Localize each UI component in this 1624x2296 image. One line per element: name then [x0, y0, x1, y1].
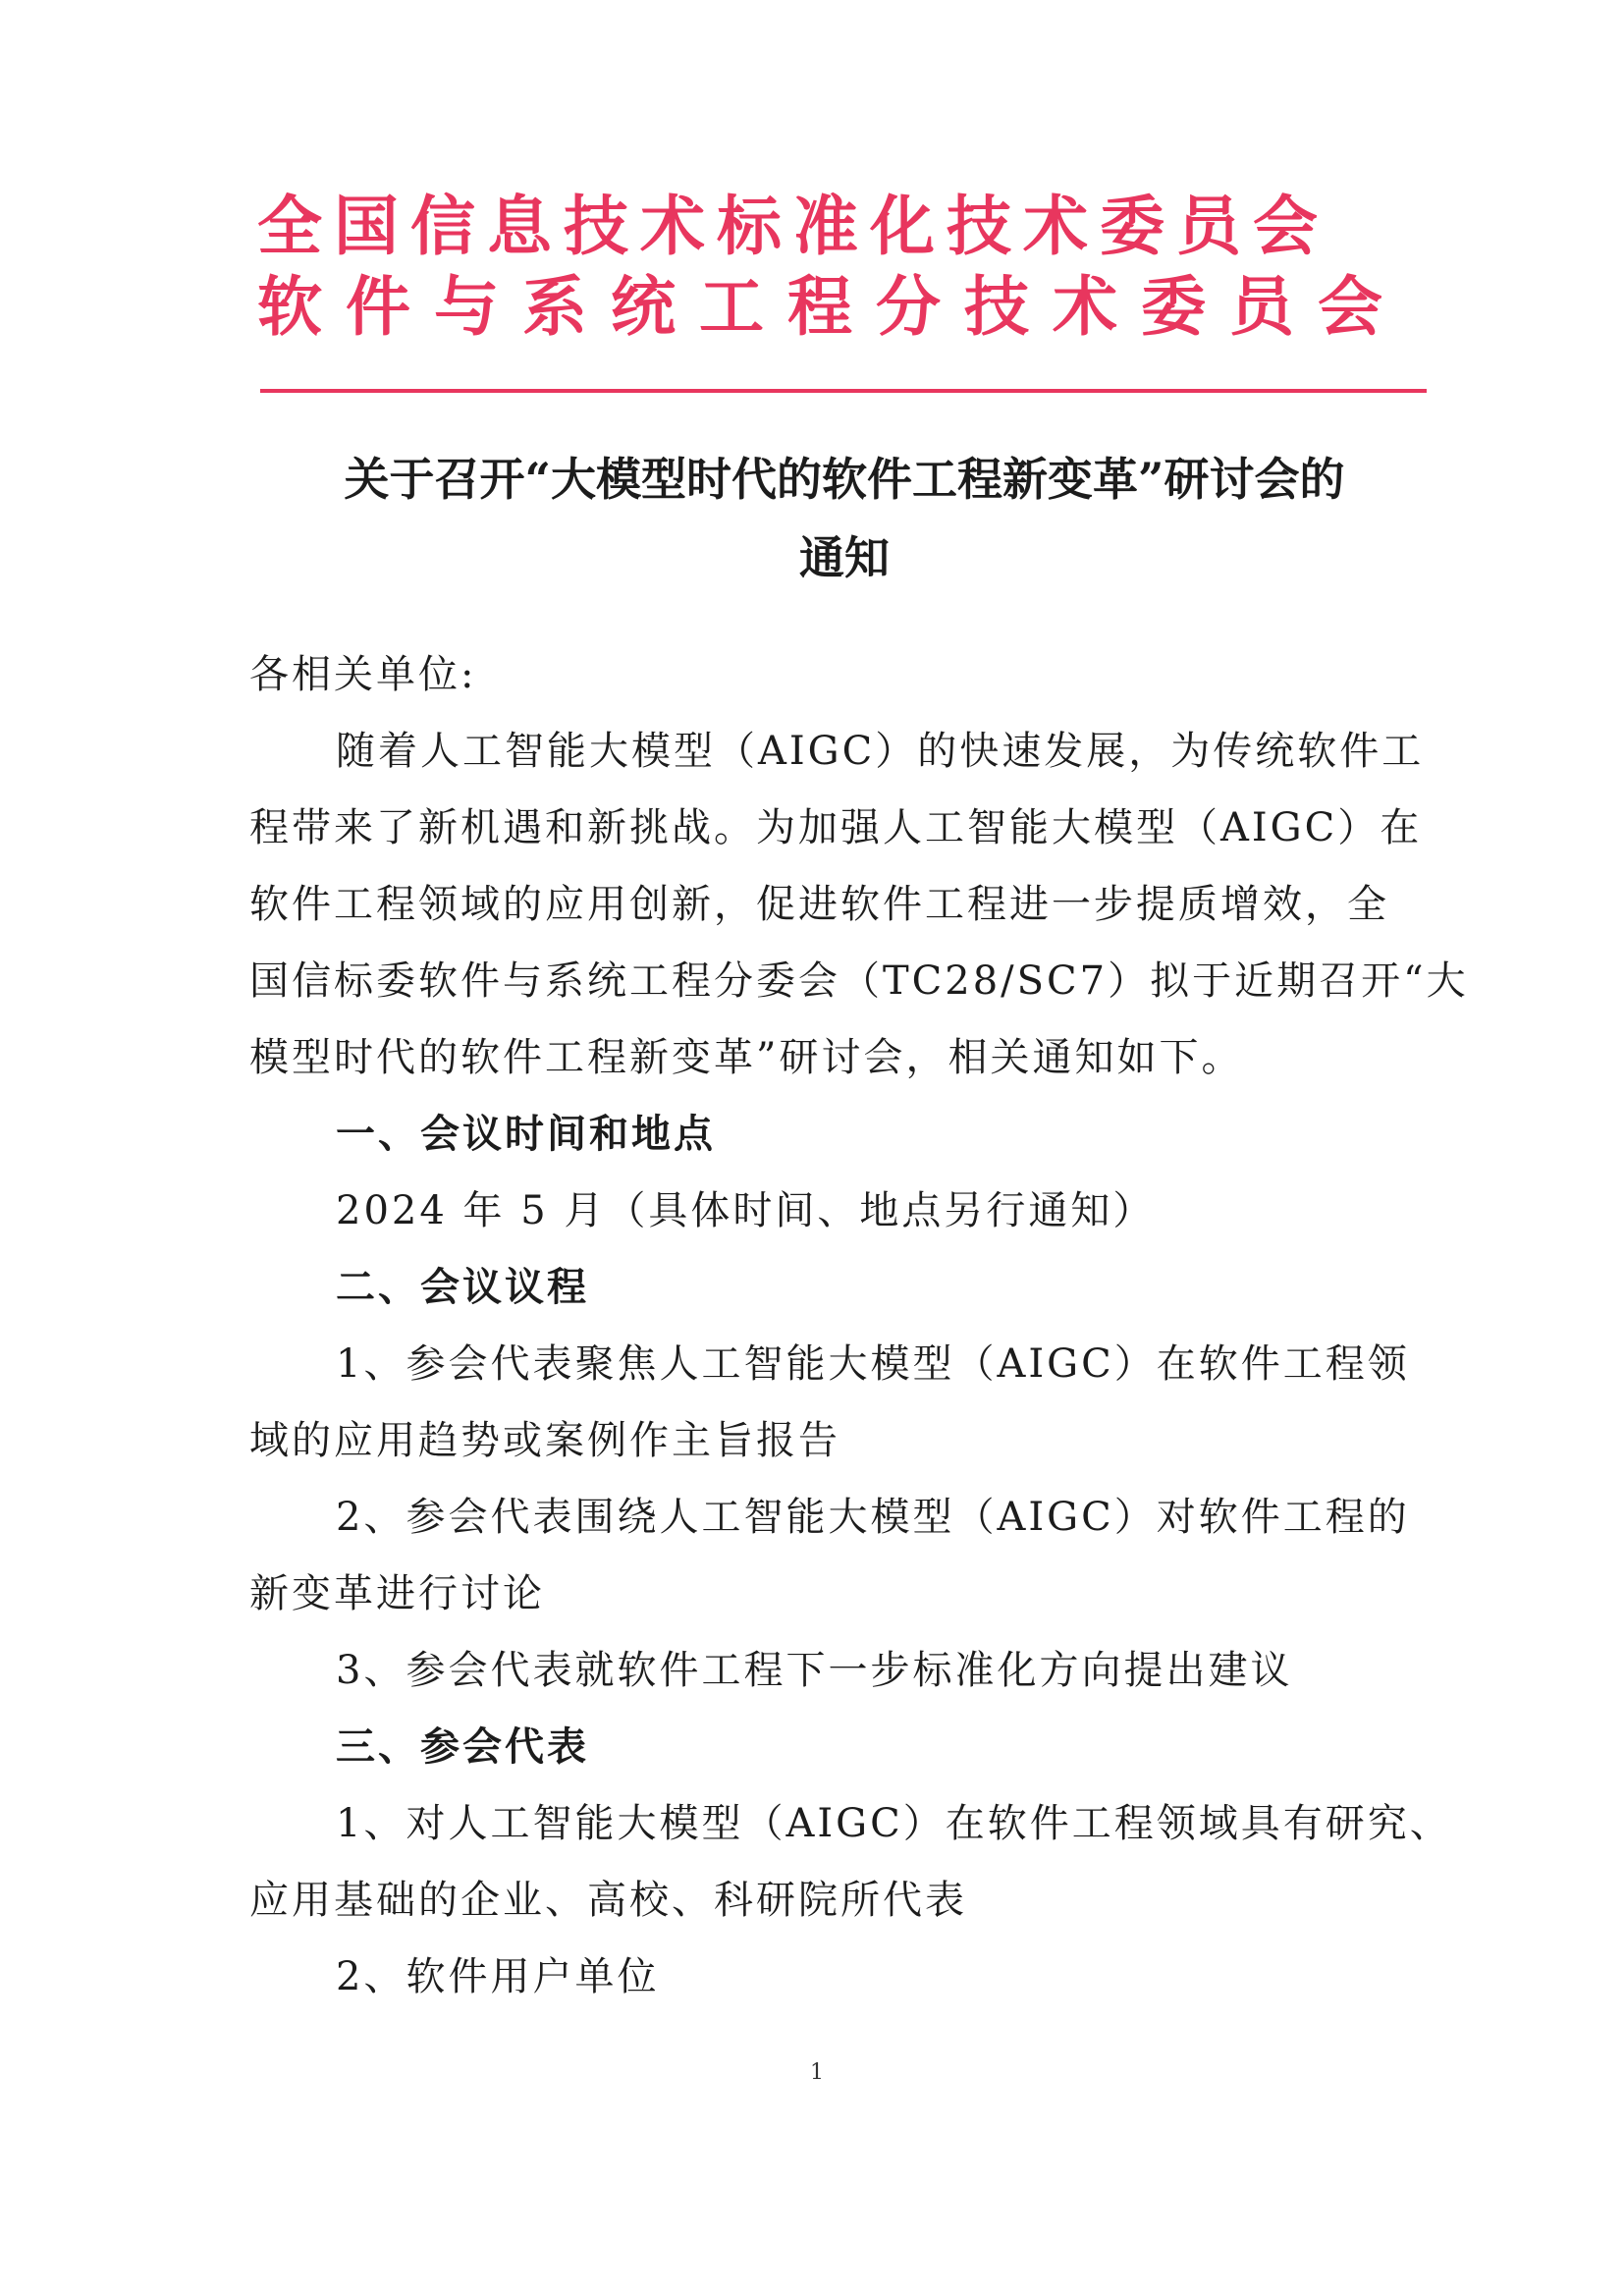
intro-line: 国信标委软件与系统工程分委会（TC28/SC7）拟于近期召开“大 — [249, 958, 1469, 1004]
attendee-item-1-continued: 应用基础的企业、高校、科研院所代表 — [249, 1878, 967, 1923]
section-heading-agenda: 二、会议议程 — [336, 1265, 589, 1310]
letterhead-line-1: 全国信息技术标准化技术委员会 — [257, 189, 1329, 264]
intro-line: 软件工程领域的应用创新，促进软件工程进一步提质增效，全 — [249, 882, 1389, 927]
letterhead-divider — [260, 389, 1427, 393]
agenda-item-2: 2、参会代表围绕人工智能大模型（AIGC）对软件工程的 — [336, 1495, 1410, 1540]
salutation: 各相关单位: — [249, 652, 477, 697]
agenda-item-2-continued: 新变革进行讨论 — [249, 1571, 545, 1616]
intro-line: 模型时代的软件工程新变革”研讨会，相关通知如下。 — [249, 1035, 1244, 1080]
meeting-time-text: 2024 年 5 月（具体时间、地点另行通知） — [336, 1188, 1156, 1233]
attendee-item-2: 2、软件用户单位 — [336, 1954, 660, 1999]
letterhead-line-2: 软件与系统工程分技术委员会 — [257, 269, 1406, 345]
intro-line: 程带来了新机遇和新挑战。为加强人工智能大模型（AIGC）在 — [249, 805, 1423, 850]
agenda-item-1-continued: 域的应用趋势或案例作主旨报告 — [249, 1418, 840, 1463]
notice-title-line-2: 通知 — [799, 531, 890, 584]
letterhead — [257, 187, 1435, 348]
agenda-item-3: 3、参会代表就软件工程下一步标准化方向提出建议 — [336, 1648, 1293, 1693]
agenda-item-1: 1、参会代表聚焦人工智能大模型（AIGC）在软件工程领 — [336, 1341, 1410, 1387]
notice-title — [236, 440, 1453, 597]
attendee-item-1: 1、对人工智能大模型（AIGC）在软件工程领域具有研究、 — [336, 1801, 1452, 1846]
notice-title-line-1: 关于召开“大模型时代的软件工程新变革”研讨会的 — [344, 453, 1345, 506]
section-heading-time-location: 一、会议时间和地点 — [336, 1112, 716, 1157]
notice-body — [249, 636, 1469, 2015]
page-number: 1 — [810, 2060, 824, 2085]
intro-line: 随着人工智能大模型（AIGC）的快速发展，为传统软件工 — [336, 729, 1425, 774]
section-heading-attendees: 三、参会代表 — [336, 1724, 589, 1770]
